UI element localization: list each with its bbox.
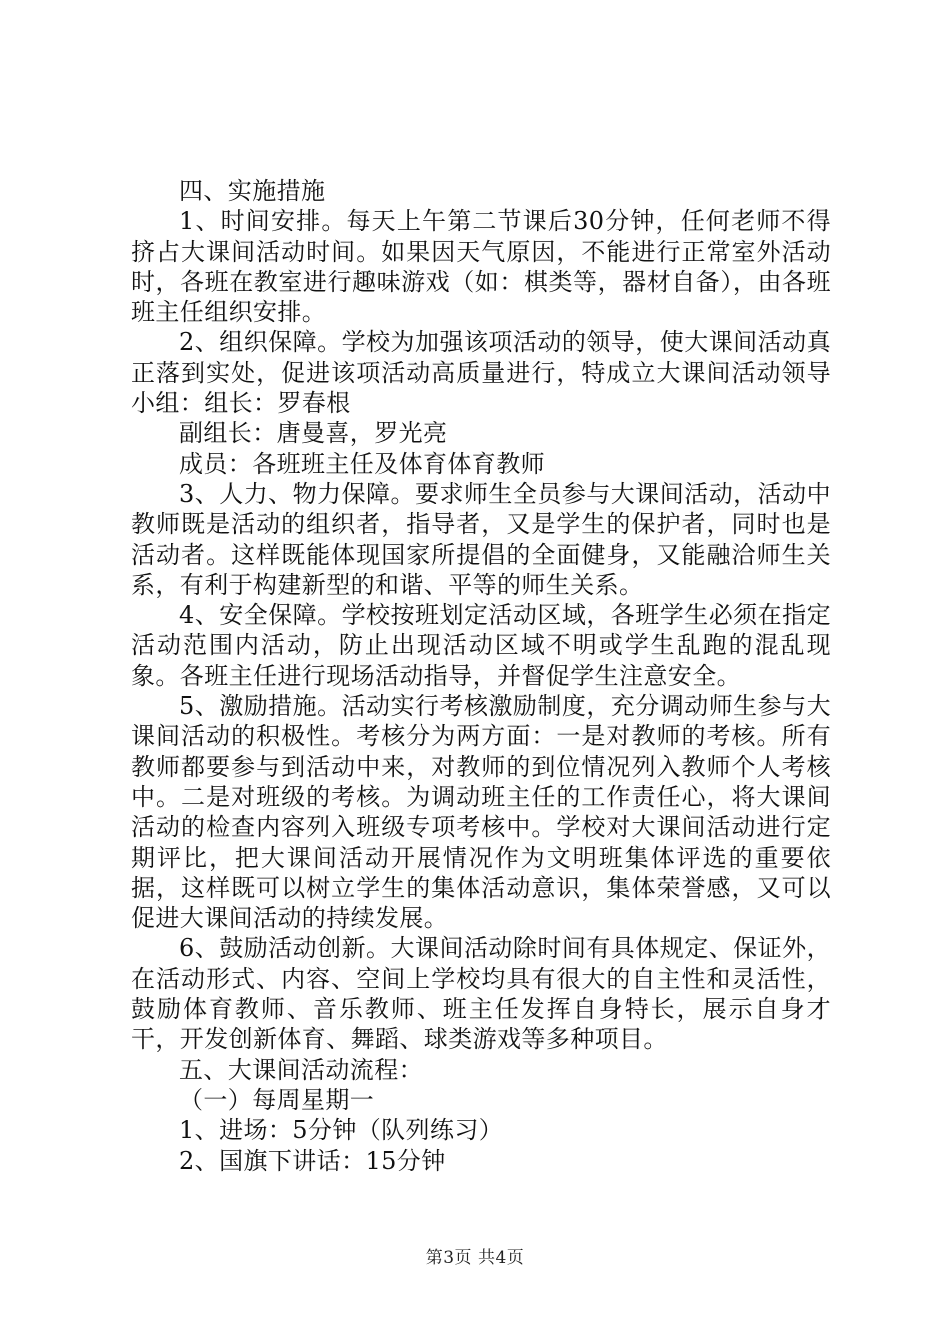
paragraph-vice-leaders: 副组长：唐曼喜，罗光亮 — [179, 419, 448, 448]
paragraph-innovation: 6、鼓励活动创新。大课间活动除时间有具体规定、保证外，在活动形式、内容、空间上学校均具有很大的自主性和灵活性，鼓励体育教师、音乐教师、班主任发挥自身特长，展示自身才干，开发创新体育、舞蹈、球类游戏等多种项目。 — [131, 934, 831, 1054]
paragraph-organization: 2、组织保障。学校为加强该项活动的领导，使大课间活动真正落到实处，促进该项活动高质量进行，特成立大课间活动领导小组：组长：罗春根 — [131, 328, 831, 418]
document-body — [131, 176, 831, 1176]
section-heading-implementation: 四、实施措施 — [179, 177, 326, 205]
paragraph-time-arrangement: 1、时间安排。每天上午第二节课后30分钟，任何老师不得挤占大课间活动时间。如果因天气原因，不能进行正常室外活动时，各班在教室进行趣味游戏（如：棋类等，器材自备），由各班班主任组织安排。 — [131, 207, 831, 327]
paragraph-safety: 4、安全保障。学校按班划定活动区域，各班学生必须在指定活动范围内活动，防止出现活动区域不明或学生乱跑的混乱现象。各班主任进行现场活动指导，并督促学生注意安全。 — [131, 601, 831, 690]
paragraph-entrance: 1、进场：5分钟（队列练习） — [179, 1116, 504, 1145]
paragraph-members: 成员：各班班主任及体育体育教师 — [179, 449, 545, 478]
paragraph-incentives: 5、激励措施。活动实行考核激励制度，充分调动师生参与大课间活动的积极性。考核分为两方面：一是对教师的考核。所有教师都要参与到活动中来，对教师的到位情况列入教师个人考核中。二是对班级的考核。为调动班主任的工作责任心，将大课间活动的检查内容列入班级专项考核中。学校对大课间活动进行定期评比，把大课间活动开展情况作为文明班集体评选的重要依据，这样既可以树立学生的集体活动意识，集体荣誉感，又可以促进大课间活动的持续发展。 — [131, 692, 831, 933]
paragraph-resources: 3、人力、物力保障。要求师生全员参与大课间活动，活动中教师既是活动的组织者，指导者，又是学生的保护者，同时也是活动者。这样既能体现国家所提倡的全面健身，又能融洽师生关系，有利于构建新型的和谐、平等的师生关系。 — [131, 479, 831, 599]
section-heading-process: 五、大课间活动流程： — [179, 1055, 423, 1084]
page-number-footer: 第3页 共4页 — [425, 1248, 525, 1268]
paragraph-monday: （一）每周星期一 — [179, 1085, 375, 1114]
paragraph-flag-speech: 2、国旗下讲话：15分钟 — [179, 1146, 446, 1175]
